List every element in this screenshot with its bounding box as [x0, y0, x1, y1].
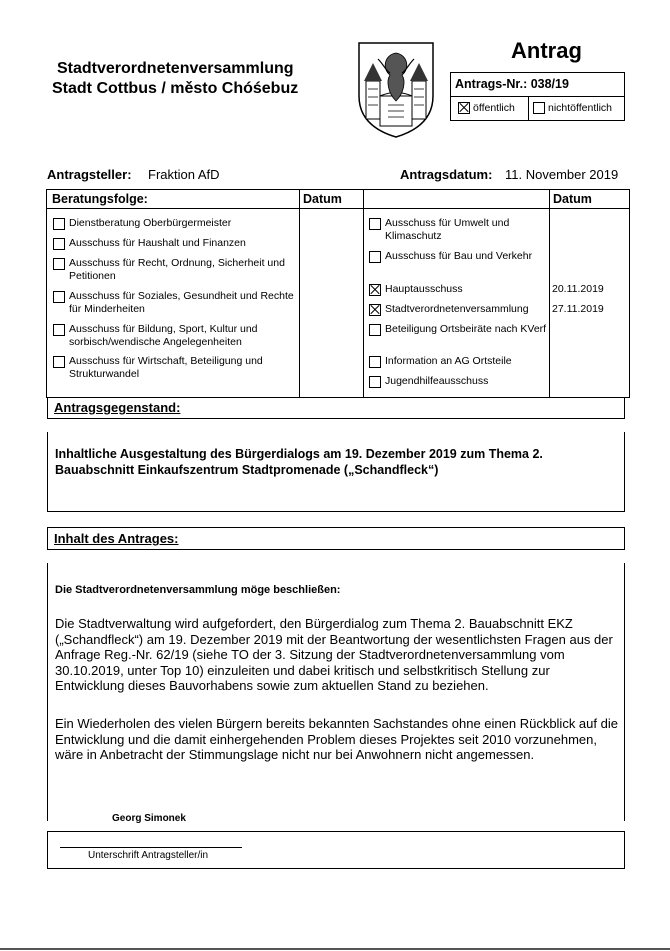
beratungsfolge-table: [46, 189, 630, 398]
org-name-line1: Stadtverordnetenversammlung: [57, 60, 294, 77]
committee-label: Ausschuss für Wirtschaft, Beteiligung und Strukturwandel: [69, 355, 263, 380]
committee-label: Ausschuss für Umwelt und Klimaschutz: [385, 217, 510, 242]
gegenstand-body-box: [47, 432, 625, 512]
committee-checkbox[interactable]: [369, 284, 381, 296]
committee-label: Stadtverordnetenversammlung: [385, 303, 529, 315]
committee-checkbox[interactable]: [369, 218, 381, 230]
committee-checkbox[interactable]: [369, 376, 381, 388]
public-checkbox[interactable]: [458, 102, 470, 114]
antrag-number-box: [450, 72, 625, 121]
inhalt-heading: Inhalt des Antrages:: [54, 531, 179, 546]
committee-label: Information an AG Ortsteile: [385, 355, 512, 367]
committee-checkbox[interactable]: [53, 324, 65, 336]
signature-line: [60, 847, 242, 848]
gegenstand-heading: Antragsgegenstand:: [54, 400, 181, 415]
inhalt-intro: Die Stadtverordnetenversammlung möge beschließen:: [55, 584, 341, 596]
gegenstand-text: Inhaltliche Ausgestaltung des Bürgerdialogs am 19. Dezember 2019 zum Thema 2. Bauabschnitt Einkaufszentrum Stadtpromenade („Schandfleck“): [55, 447, 543, 477]
committee-checkbox[interactable]: [53, 238, 65, 250]
committee-label: Jugendhilfeausschuss: [385, 375, 489, 387]
committee-checkbox[interactable]: [53, 258, 65, 270]
committee-date: 27.11.2019: [552, 303, 604, 315]
coat-of-arms-icon: [356, 41, 436, 139]
committee-label: Dienstberatung Oberbürgermeister: [69, 217, 232, 229]
committee-checkbox[interactable]: [369, 324, 381, 336]
committee-checkbox[interactable]: [369, 304, 381, 316]
committee-label: Hauptausschuss: [385, 283, 463, 295]
antragsteller-value: Fraktion AfD: [148, 167, 220, 182]
inhalt-paragraph-1: Die Stadtverwaltung wird aufgefordert, den Bürgerdialog zum Thema 2. Bauabschnitt EKZ („Schandfleck“) am 19. Dezember 2019 mit der Beantwortung der wesentlichsten Fragen aus der Anfrage Reg.-Nr. 62/19 (siehe TO der 3. Sitzung der Stadtverordnetenversammlung vom 30.10.2019, unter Top 10) einzuleiten und dabei kritisch und selbstkritisch Stellung zur Entwicklung dieses Bauvorhabens sowie zum aktuellen Stand zu beziehen.: [55, 616, 613, 693]
committee-label: Ausschuss für Haushalt und Finanzen: [69, 237, 246, 249]
org-name-line2: Stadt Cottbus / město Chóśebuz: [52, 80, 299, 97]
committee-label: Ausschuss für Recht, Ordnung, Sicherheit und Petitionen: [69, 257, 285, 282]
antragsdatum-value: 11. November 2019: [505, 167, 619, 182]
datum-header-right: Datum: [553, 192, 592, 206]
beratungsfolge-header: Beratungsfolge:: [52, 192, 148, 206]
antragsdatum-label: Antragsdatum:: [400, 167, 493, 182]
signature-caption: Unterschrift Antragsteller/in: [88, 850, 209, 861]
committee-checkbox[interactable]: [53, 291, 65, 303]
committee-checkbox[interactable]: [53, 356, 65, 368]
signature-box: [47, 831, 625, 869]
antragsteller-label: Antragsteller:: [47, 167, 132, 182]
committee-label: Ausschuss für Soziales, Gesundheit und Rechte für Minderheiten: [69, 290, 294, 315]
committee-label: Beteiligung Ortsbeiräte nach KVerf: [385, 323, 547, 335]
nonpublic-label: nichtöffentlich: [548, 102, 613, 114]
committee-checkbox[interactable]: [53, 218, 65, 230]
nonpublic-checkbox[interactable]: [533, 102, 545, 114]
document-type-title: Antrag: [511, 38, 582, 63]
inhalt-paragraph-2: Ein Wiederholen des vielen Bürgern bereits bekannten Sachstandes ohne einen Rückblick auf die Entwicklung und die damit einhergehenden Problem dieses Projektes seit 2010 vorzunehmen, wäre in Anbetracht der Stimmungslage nicht nur bei Anwohnern nicht angemessen.: [55, 716, 618, 762]
antrag-number: Antrags-Nr.: 038/19: [455, 77, 569, 91]
committee-checkbox[interactable]: [369, 356, 381, 368]
gegenstand-heading-box: [47, 397, 625, 419]
committee-label: Ausschuss für Bau und Verkehr: [385, 250, 533, 262]
datum-header-left: Datum: [303, 192, 342, 206]
inhalt-heading-box: [47, 527, 625, 550]
committee-date: 20.11.2019: [552, 283, 604, 295]
inhalt-body-box: [47, 563, 625, 824]
page-bottom-border: [0, 948, 670, 950]
committee-checkbox[interactable]: [369, 251, 381, 263]
committee-label: Ausschuss für Bildung, Sport, Kultur und sorbisch/wendische Angelegenheiten: [69, 323, 258, 348]
public-label: öffentlich: [473, 102, 515, 114]
signer-name: Georg Simonek: [112, 813, 186, 824]
